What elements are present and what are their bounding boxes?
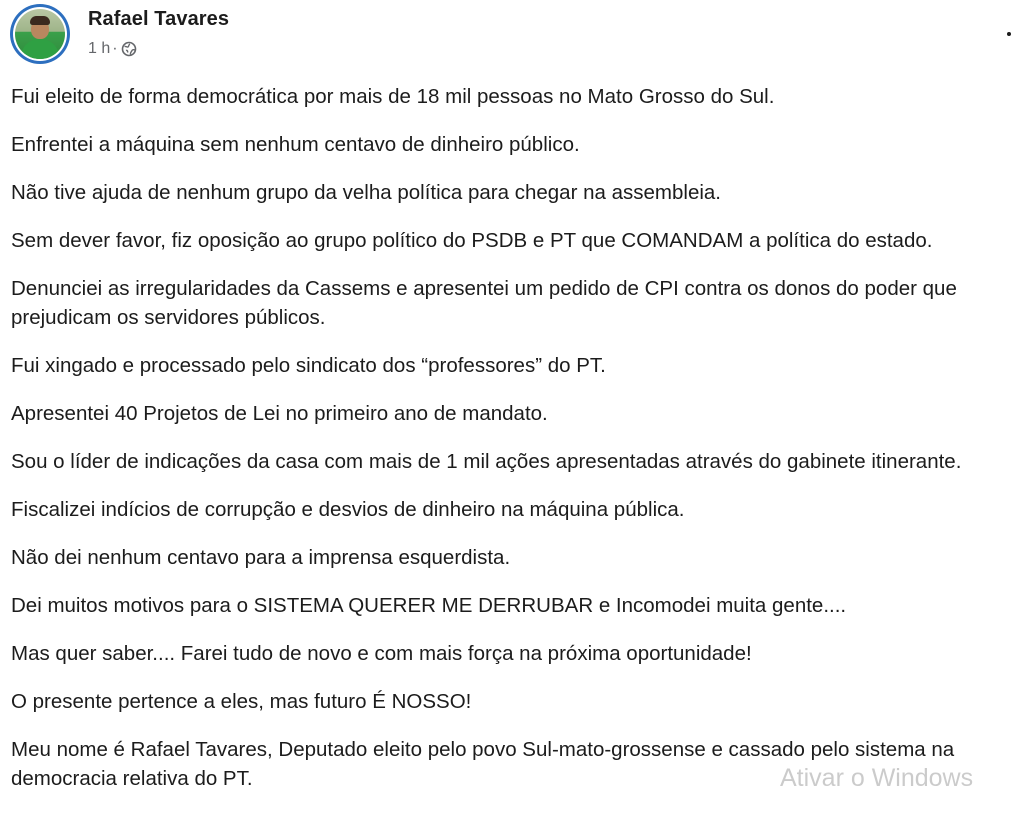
post-header: [10, 4, 1014, 68]
globe-icon-svg: [121, 41, 137, 57]
more-options-icon[interactable]: [1006, 28, 1012, 34]
post-paragraph-3: Não tive ajuda de nenhum grupo da velha política para chegar na assembleia.: [11, 181, 721, 204]
profile-photo: [15, 9, 65, 59]
post-paragraph-7: Apresentei 40 Projetos de Lei no primeiro ano de mandato.: [11, 402, 548, 425]
post-body: [11, 82, 1001, 812]
post-timestamp[interactable]: 1 h: [88, 40, 111, 57]
author-name[interactable]: Rafael Tavares: [88, 8, 230, 30]
post-paragraph-9: Fiscalizei indícios de corrupção e desvios de dinheiro na máquina pública.: [11, 498, 685, 521]
post-paragraph-11: Dei muitos motivos para o SISTEMA QUERER ME DERRUBAR e Incomodei muita gente....: [11, 594, 847, 617]
more-options-dot: [1006, 31, 1012, 37]
post-paragraph-14: Meu nome é Rafael Tavares, Deputado eleito pelo povo Sul-mato-grossense e cassado pelo sistema na democracia relativa do PT.: [11, 738, 955, 790]
meta-separator: ·: [112, 40, 118, 57]
avatar-hair-shape: [30, 16, 50, 25]
post-paragraph-5: Denunciei as irregularidades da Cassems e apresentei um pedido de CPI contra os donos do poder que prejudicam os servidores públicos.: [11, 277, 957, 329]
avatar-body-shape: [21, 39, 59, 59]
post-paragraph-10: Não dei nenhum centavo para a imprensa esquerdista.: [11, 546, 511, 569]
post-paragraph-4: Sem dever favor, fiz oposição ao grupo político do PSDB e PT que COMANDAM a política do estado.: [11, 229, 933, 252]
post-paragraph-2: Enfrentei a máquina sem nenhum centavo de dinheiro público.: [11, 133, 580, 156]
post-paragraph-12: Mas quer saber.... Farei tudo de novo e com mais força na próxima oportunidade!: [11, 642, 752, 665]
post-paragraph-6: Fui xingado e processado pelo sindicato dos “professores” do PT.: [11, 354, 606, 377]
avatar[interactable]: [10, 4, 70, 64]
windows-activation-watermark: Ativar o Windows: [780, 764, 974, 792]
post-paragraph-8: Sou o líder de indicações da casa com mais de 1 mil ações apresentadas através do gabinete itinerante.: [11, 450, 962, 473]
post-paragraph-1: Fui eleito de forma democrática por mais de 18 mil pessoas no Mato Grosso do Sul.: [11, 85, 775, 108]
post-paragraph-13: O presente pertence a eles, mas futuro É NOSSO!: [11, 690, 472, 713]
post-meta: [88, 40, 137, 58]
globe-icon[interactable]: [121, 41, 137, 57]
